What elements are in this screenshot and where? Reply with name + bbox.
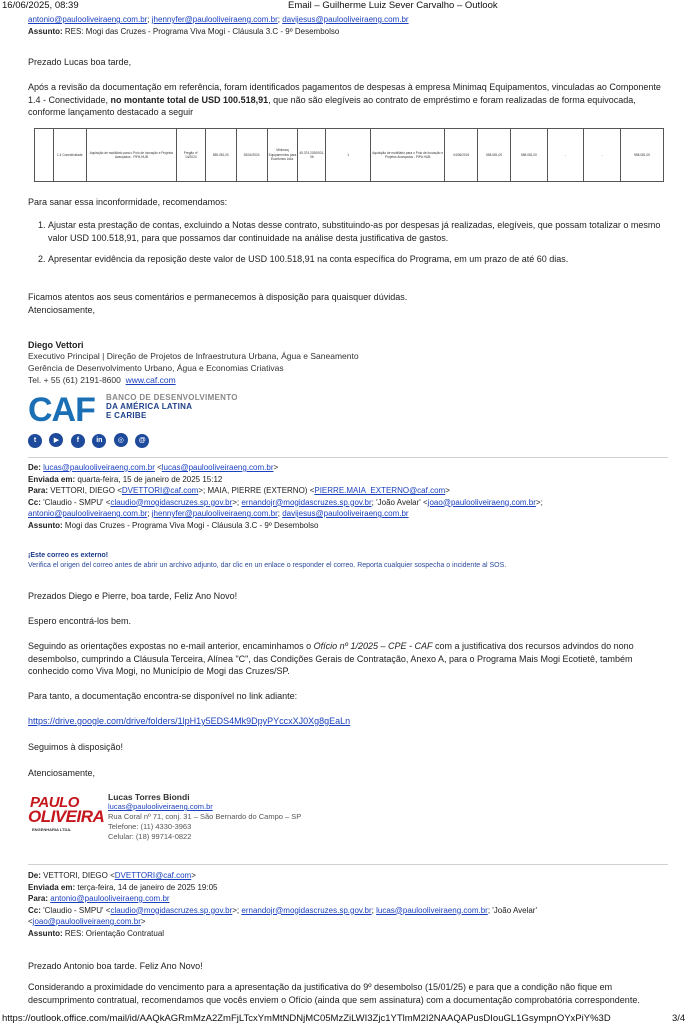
msg2-paragraph: Espero encontrá-los bem. [28, 616, 132, 626]
external-email-warning [28, 552, 668, 569]
top-header-subject: Assunto: RES: Mogi das Cruzes - Programa Viva Mogi - Cláusula 3.C - 9º Desembolso [28, 26, 340, 36]
msg3-paragraph: Considerando a proximidade do vencimento para a apresentação da justificativa do 9º desembolso (15/01/25) e para que a condição não fique em descumprimento contratual, recomendamos que vocês enviem o Ofício (ainda que sem assinatura) com a documentação comprobatória correspondente. [28, 982, 640, 1005]
cc-link[interactable]: antonio@paulooliveiraeng.com.br [28, 509, 148, 518]
recipient-link[interactable]: antonio@paulooliveiraeng.com.br [50, 894, 170, 903]
cc-link[interactable]: joao@paulooliveiraeng.com.br [32, 917, 141, 926]
signature-name: Lucas Torres Biondi [108, 792, 190, 802]
youtube-icon[interactable]: ▶ [49, 433, 63, 447]
recommend-item: 1. Ajustar esta prestação de contas, excluindo a Notas desse contrato, substituindo-as por despesas já realizadas, elegíveis, que possam totalizar o mesmo valor USD 100.518,91, para que possamos dar continuidade na análise desta justificativa de gastos. [48, 219, 668, 244]
table-cell: Pregão nº 14/2024 [176, 129, 205, 182]
cc-link[interactable]: claudio@mogidascruzes.sp.gov.br [110, 497, 233, 507]
msg2-paragraph: Seguimos à disposição! [28, 742, 124, 752]
cc-link[interactable]: joao@paulooliveiraeng.com.br [427, 497, 536, 507]
signature-mobile: Celular: (18) 99714-0822 [108, 832, 192, 841]
website-link[interactable]: www.caf.com [125, 375, 176, 385]
recommend-list [28, 219, 668, 275]
table-cell: 558.081,00 [205, 129, 236, 182]
signature-role: Executivo Principal | Direção de Projetos de Infraestrutura Urbana, Água e Saneamento [28, 351, 359, 361]
msg1-paragraph: Após a revisão da documentação em referência, foram identificados pagamentos de despesas à empresa Minimaq Equipamentos, vinculadas ao Componente 1.4 - Conectividade, no montante total de USD 100.518,91, que não são elegíveis ao contrato de empréstimo e foram realizadas de forma equivocada, conforme lançamento destacado a seguir [28, 82, 661, 117]
sender-link[interactable]: lucas@paulooliveiraeng.com.br [43, 463, 155, 472]
print-url: https://outlook.office.com/mail/id/AAQkAGRmMzA2ZmFjLTcxYmMtNDNjMC05MzZiLWI3Zjc1YTlmM2I2NAAQAPusDIouGL1GsympnOYxPiY%3D [2, 1013, 611, 1024]
msg2-email-header: De: lucas@paulooliveiraeng.com.br <lucas@paulooliveiraeng.com.br> Enviada em: quarta-feira, 15 de janeiro de 2025 15:12 Para: VETTORI, DIEGO <DVETTORI@caf.com>; MAIA, PIERRE (EXTERNO) <PIERRE.MAIA_EXTERNO@caf.com> Cc: 'Claudio - SMPU' <claudio@mogidascruzes.sp.gov.br>; ernandojr@mogidascruzes.sp.gov.br; 'João Avelar' <joao@paulooliveiraeng.com.br>; antonio@paulooliveiraeng.com.br; jhennyfer@paulooliveiraeng.com.br; davijesus@paulooliveiraeng.com.br Assunto: Mogi das Cruzes - Programa Viva Mogi - Cláusula 3.C - 9º Desembolso [28, 463, 543, 530]
recommend-intro: Para sanar essa inconformidade, recomendamos: [28, 197, 228, 207]
caf-signature [28, 340, 668, 386]
msg2-closing: Atenciosamente, [28, 768, 96, 778]
social-icons [28, 429, 152, 443]
caf-logo: CAF BANCO DE DESENVOLVIMENTO DA AMÉRICA LATINA E CARIBE [28, 391, 238, 429]
top-header-recipients: antonio@paulooliveiraeng.com.br; jhennyfer@paulooliveiraeng.com.br; davijesus@paulooliveiraeng.com.br [28, 15, 409, 24]
sender-link[interactable]: lucas@paulooliveiraeng.com.br [161, 463, 274, 472]
msg3-greeting: Prezado Antonio boa tarde. Feliz Ano Novo! [28, 961, 203, 971]
msg2-paragraph: Seguindo as orientações expostas no e-mail anterior, encaminhamos o Ofício nº 1/2025 – CPE - CAF com a justificativa dos recursos advindos do nono desembolso, cumprindo a Cláusula Terceira, Alínea "C", das Condições Gerais de Contratação, Anexo A, para o Programa Mais Mogi Ecotietê, também conhecido como Viva Mogi, no Município de Mogi das Cruzes/SP. [28, 641, 634, 676]
msg1-closing: Ficamos atentos aos seus comentários e permanecemos à disposição para quaisquer dúvidas. Atenciosamente, [28, 292, 408, 315]
msg3-email-header: De: VETTORI, DIEGO <DVETTORI@caf.com> Enviada em: terça-feira, 14 de janeiro de 2025 19:05 Para: antonio@paulooliveiraeng.com.br Cc: 'Claudio - SMPU' <claudio@mogidascruzes.sp.gov.br>; ernandojr@mogidascruzes.sp.gov.br; lucas@paulooliveiraeng.com.br; 'João Avelar' <joao@paulooliveiraeng.com.br> Assunto: RES: Orientação Contratual [28, 871, 537, 938]
signature-email-link[interactable]: lucas@paulooliveiraeng.com.br [108, 802, 213, 811]
recipient-link[interactable]: DVETTORI@caf.com [121, 486, 199, 495]
recipient-link[interactable]: jhennyfer@paulooliveiraeng.com.br [151, 15, 278, 24]
signature-phone: Telefone: (11) 4330-3963 [108, 822, 192, 831]
signature-address: Rua Coral nº 71, conj. 31 – São Bernardo do Campo – SP [108, 812, 302, 821]
recommend-item: 2. Apresentar evidência da reposição deste valor de USD 100.518,91 na conta específica do Programa, em um prazo de até 60 dias. [48, 253, 668, 266]
msg2-paragraph: Para tanto, a documentação encontra-se disponível no link adiante: [28, 691, 298, 701]
print-footer [0, 1013, 691, 1024]
print-page-number: 3/4 [672, 1013, 686, 1024]
table-cell: 45.374.203/0001-06 [298, 129, 326, 182]
top-email-header [28, 14, 668, 37]
signature-department: Gerência de Desenvolvimento Urbano, Água e Economias Criativas [28, 363, 284, 373]
cc-link[interactable]: ernandojr@mogidascruzes.sp.gov.br [241, 905, 372, 915]
highlighted-entry-table [34, 128, 664, 182]
signature-contact: Tel. + 55 (61) 2191-8600 www.caf.com [28, 375, 176, 385]
divider [28, 864, 668, 865]
sender-link[interactable]: DVETTORI@caf.com [114, 871, 192, 880]
instagram-icon[interactable]: ◎ [114, 433, 128, 447]
table-cell: Minimaq Equipamentos para Escritórios Ltda. [267, 129, 298, 182]
cc-link[interactable]: davijesus@paulooliveiraeng.com.br [282, 509, 409, 518]
twitter-icon[interactable]: t [28, 434, 42, 448]
recipient-link[interactable]: antonio@paulooliveiraeng.com.br [28, 15, 148, 24]
table-cell: 1.4 Conectividade [53, 129, 86, 182]
divider [28, 457, 668, 458]
cc-link[interactable]: claudio@mogidascruzes.sp.gov.br [110, 905, 233, 915]
facebook-icon[interactable]: f [71, 434, 85, 448]
msg1-greeting: Prezado Lucas boa tarde, [28, 57, 132, 67]
table-cell [35, 129, 54, 182]
table-cell: 04/06/2024 [445, 129, 478, 182]
print-title: Email – Guilherme Luiz Sever Carvalho – Outlook [288, 0, 498, 11]
paulo-oliveira-signature [108, 792, 508, 842]
signature-name: Diego Vettori [28, 340, 84, 350]
print-header [0, 0, 691, 12]
print-datetime: 16/06/2025, 08:39 [2, 0, 79, 11]
table-cell: Aquisição de mobiliário para o Polo de Inovação e Projetos Avançados - PIPA HUB [86, 129, 176, 182]
warning-text: Verifica el origen del correo antes de abrir un archivo adjunto, dar clic en un enlace o responder el correo. Reporta cualquier sospecha o incidente al SOS. [28, 562, 507, 569]
drive-link[interactable]: https://drive.google.com/drive/folders/1lpH1y5EDS4Mk9DpyPYccxXJ0Xg8gEaLn [28, 716, 351, 726]
linkedin-icon[interactable]: in [92, 434, 106, 448]
table-cell: - [547, 129, 584, 182]
warning-title: ¡Este correo es externo! [28, 552, 109, 559]
threads-icon[interactable]: @ [135, 434, 149, 448]
table-cell: - [584, 129, 621, 182]
table-cell: Aquisição de mobiliário para o Polo de Inovação e Projetos Avançados - PIPA HUB [370, 129, 444, 182]
cc-link[interactable]: jhennyfer@paulooliveiraeng.com.br [151, 509, 278, 518]
table-cell: 558.081,00 [511, 129, 548, 182]
table-cell: 26/04/2024 [236, 129, 267, 182]
caf-logo-mark: CAF [28, 391, 95, 429]
paulo-oliveira-logo: PAULO OLIVEIRA ENGENHARIA LTDA. [28, 794, 105, 832]
table-cell: 1 [326, 129, 371, 182]
recipient-link[interactable]: davijesus@paulooliveiraeng.com.br [282, 15, 409, 24]
cc-link[interactable]: lucas@paulooliveiraeng.com.br [376, 905, 488, 915]
msg2-greeting: Prezados Diego e Pierre, boa tarde, Feliz Ano Novo! [28, 591, 238, 601]
cc-link[interactable]: ernandojr@mogidascruzes.sp.gov.br [241, 497, 372, 507]
recipient-link[interactable]: PIERRE.MAIA_EXTERNO@caf.com [314, 486, 446, 495]
table-cell: 558.081,00 [478, 129, 511, 182]
table-cell: 558.081,00 [621, 129, 664, 182]
